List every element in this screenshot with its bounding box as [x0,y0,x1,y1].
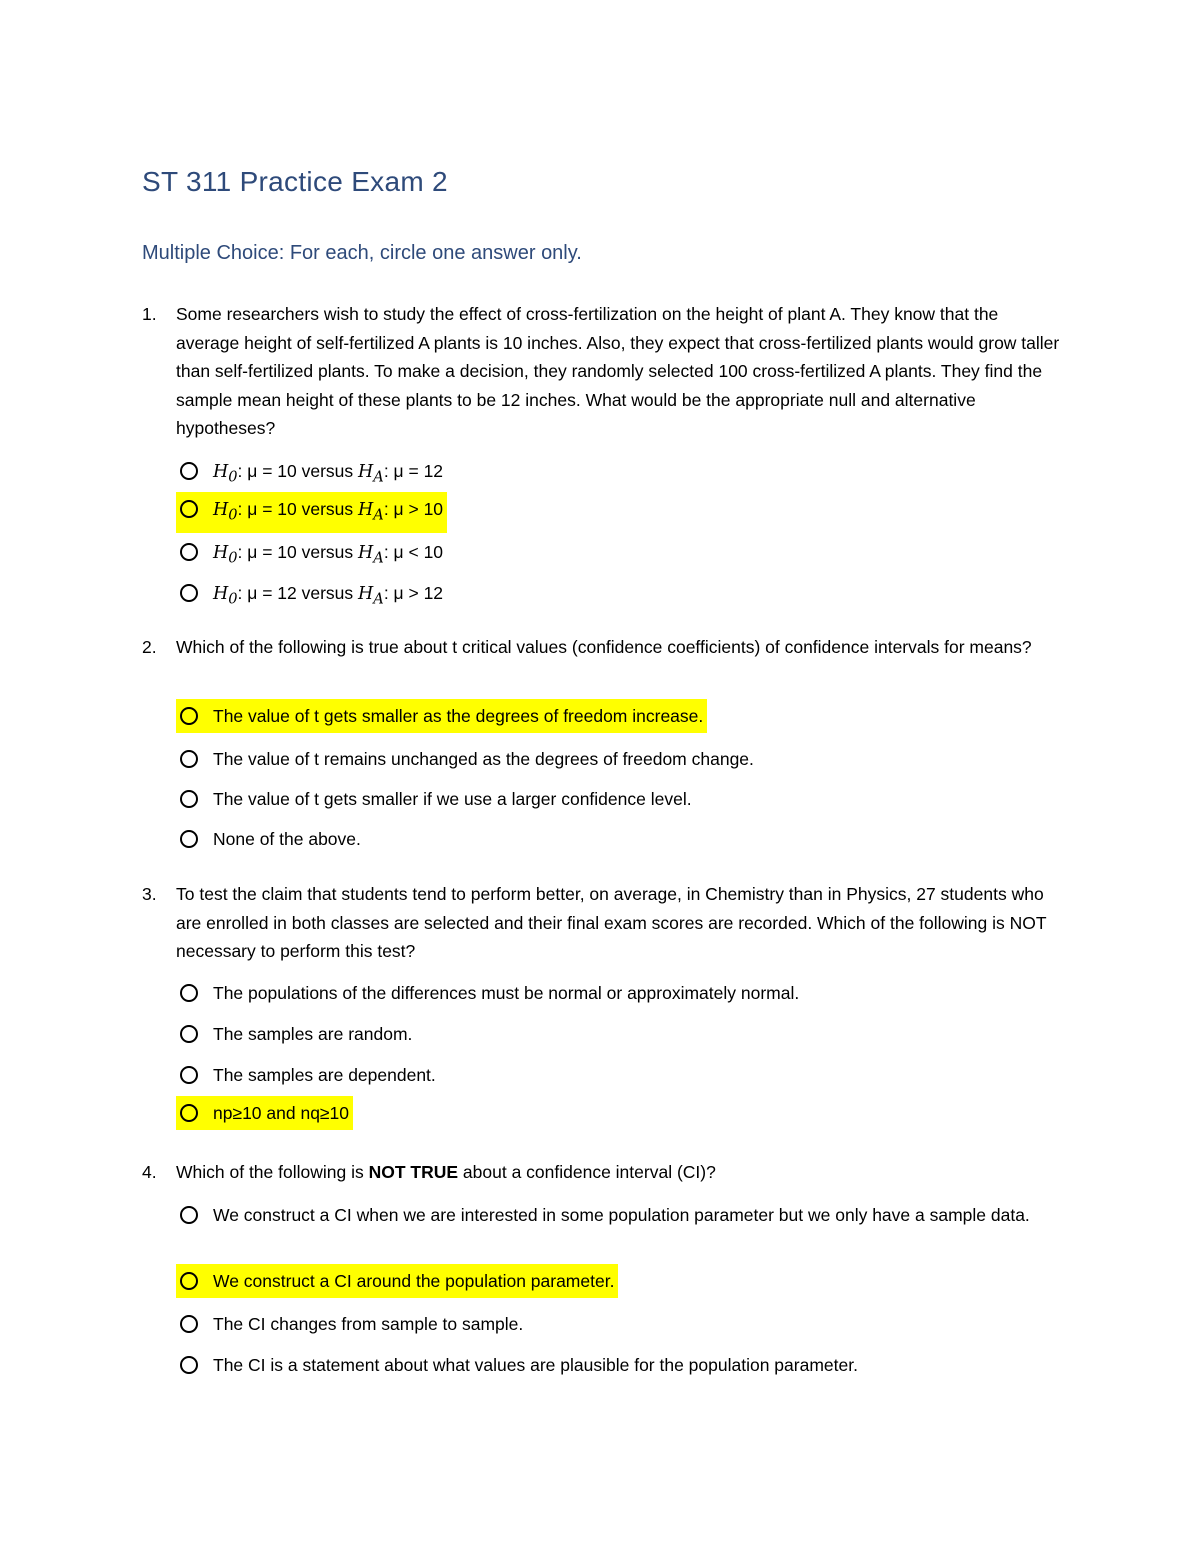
answer-label: $H_0$: μ = 10 versus $H_A$: μ > 10 [213,499,444,524]
answer-label: $H_0$: μ = 12 versus $H_A$: μ > 12 [213,583,444,608]
answer-option-2a-highlighted[interactable] [176,699,707,733]
answer-label: $H_0$: μ = 10 versus $H_A$: μ < 10 [213,542,444,567]
answer-option-1d[interactable] [176,576,447,617]
radio-circle-icon[interactable] [180,1272,198,1290]
question-text: Some researchers wish to study the effect of cross-fertilization on the height of plant A. They know that the average height of self-fertilized A plants is 10 inches. Also, they expect that cross-fertilized plants would grow taller than self-fertilized plants. To make a decision, they randomly selected 100 cross-fertilized A plants. They find the sample mean height of these plants to be 12 inches. What would be the appropriate null and alternative hypotheses? [176,304,1060,438]
answer-option-1b-highlighted[interactable] [176,492,447,533]
answer-label: The samples are random. [213,1024,413,1044]
answer-option-4b-highlighted[interactable] [176,1264,618,1298]
radio-circle-icon[interactable] [180,1025,198,1043]
radio-circle-icon[interactable] [180,1206,198,1224]
radio-circle-icon[interactable] [180,790,198,808]
question-number: 1. [142,304,157,324]
question-text: Which of the following is NOT TRUE about a confidence interval (CI)? [176,1162,716,1182]
answer-label: The value of t remains unchanged as the degrees of freedom change. [213,749,754,769]
radio-circle-icon[interactable] [180,984,198,1002]
radio-circle-icon[interactable] [180,500,198,518]
answer-label: The CI is a statement about what values are plausible for the population parameter. [213,1355,858,1375]
question-text: To test the claim that students tend to perform better, on average, in Chemistry than in Physics, 27 students who are enrolled in both classes are selected and their final exam scores are recorded. Which of the following is NOT necessary to perform this test? [176,884,1047,961]
answer-option-2d[interactable] [176,822,365,856]
answer-option-2c[interactable] [176,782,696,816]
answer-label: The value of t gets smaller if we use a larger confidence level. [213,789,692,809]
answer-label: We construct a CI around the population parameter. [213,1271,615,1291]
radio-circle-icon[interactable] [180,543,198,561]
answer-option-1c[interactable] [176,535,447,576]
emphasis-text: NOT TRUE [368,1162,459,1182]
answer-label: None of the above. [213,829,361,849]
radio-circle-icon[interactable] [180,584,198,602]
answer-label: The value of t gets smaller as the degrees of freedom increase. [213,706,704,726]
radio-circle-icon[interactable] [180,1104,198,1122]
answer-label: We construct a CI when we are interested in some population parameter but we only have a sample data. [213,1205,1030,1225]
answer-option-3c[interactable] [176,1058,440,1092]
radio-circle-icon[interactable] [180,1315,198,1333]
answer-option-4a[interactable] [176,1198,1047,1232]
answer-label: The CI changes from sample to sample. [213,1314,524,1334]
radio-circle-icon[interactable] [180,1356,198,1374]
question-text: Which of the following is true about t critical values (confidence coefficients) of confidence intervals for means? [176,637,1032,657]
answer-option-3d-highlighted[interactable] [176,1096,353,1130]
radio-circle-icon[interactable] [180,707,198,725]
question-number: 3. [142,884,157,904]
question-number: 4. [142,1162,157,1182]
answer-option-4c[interactable] [176,1307,527,1341]
radio-circle-icon[interactable] [180,750,198,768]
answer-option-3b[interactable] [176,1017,416,1051]
answer-option-3a[interactable] [176,976,803,1010]
radio-circle-icon[interactable] [180,462,198,480]
answer-option-2b[interactable] [176,742,758,776]
answer-label: np≥10 and nq≥10 [213,1103,349,1123]
page-title: ST 311 Practice Exam 2 [142,166,448,197]
question-number: 2. [142,637,157,657]
instructions-heading: Multiple Choice: For each, circle one answer only. [142,242,582,264]
radio-circle-icon[interactable] [180,1066,198,1084]
answer-option-4d[interactable] [176,1348,862,1382]
answer-option-1a[interactable] [176,454,447,495]
answer-label: $H_0$: μ = 10 versus $H_A$: μ = 12 [213,461,444,486]
answer-label: The samples are dependent. [213,1065,436,1085]
answer-label: The populations of the differences must be normal or approximately normal. [213,983,800,1003]
radio-circle-icon[interactable] [180,830,198,848]
